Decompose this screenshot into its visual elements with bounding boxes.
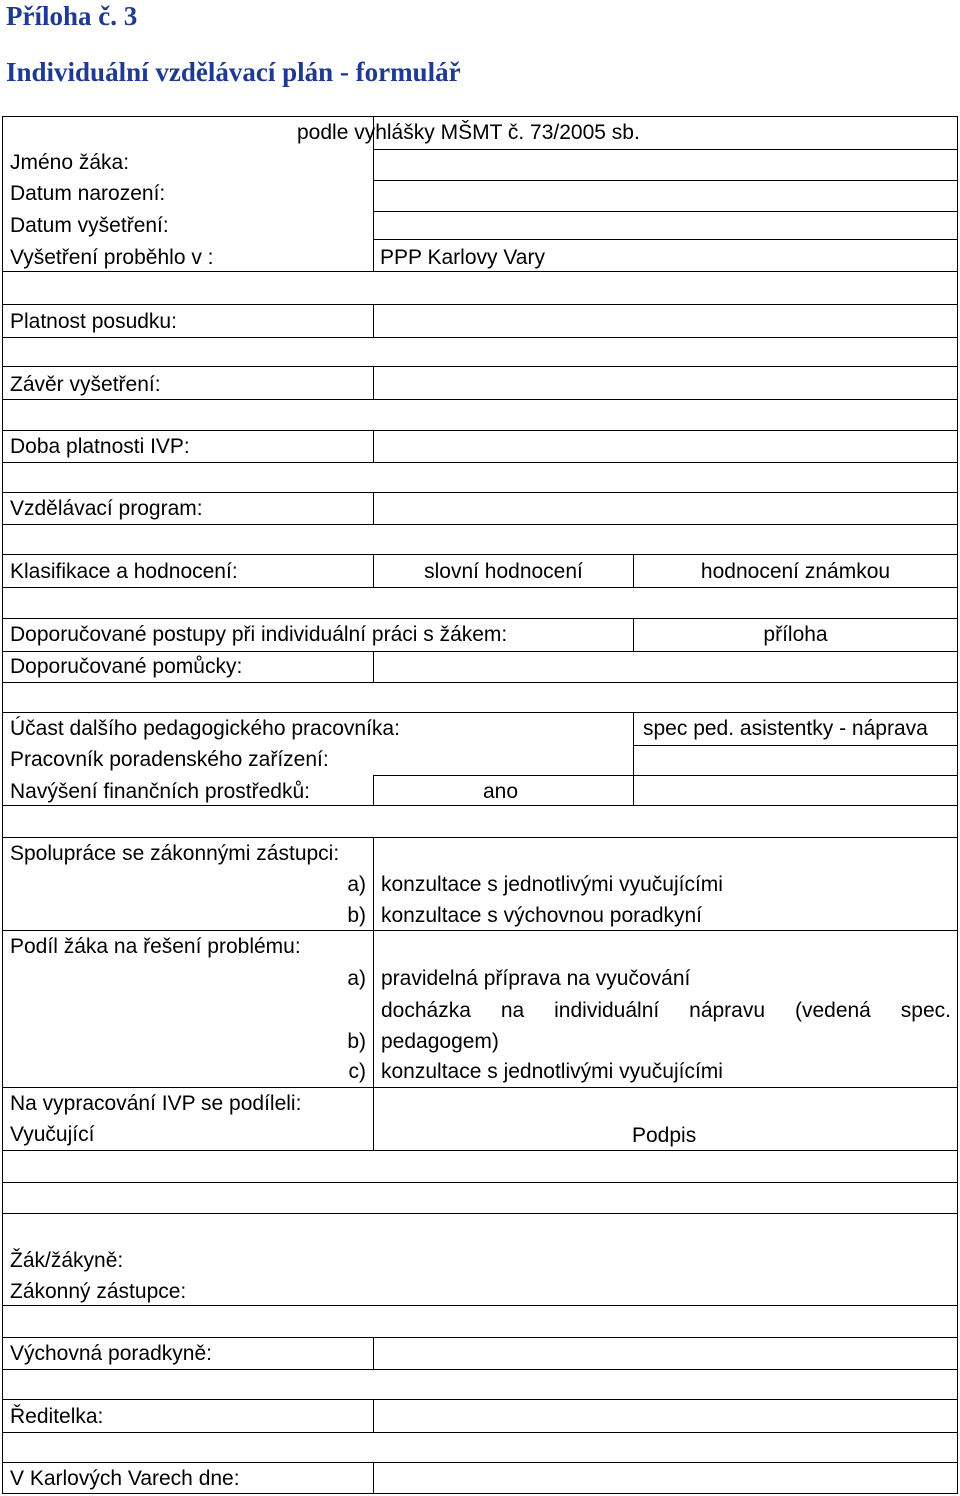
participants-label: Na vypracování IVP se podíleli: [10, 1092, 302, 1115]
ivp-validity-value-cell[interactable] [373, 430, 958, 463]
spacer-row [2, 462, 958, 493]
other-staff-label: Účast dalšího pedagogického pracovníka: [10, 717, 400, 740]
place-date-label: V Karlových Varech dne: [10, 1467, 240, 1490]
birth-date-label: Datum narození: [10, 182, 166, 205]
classification-label: Klasifikace a hodnocení: [10, 560, 238, 583]
coop-b-letter: b) [347, 904, 366, 927]
exam-place-value: PPP Karlovy Vary [380, 246, 545, 269]
edu-program-label: Vzdělávací program: [10, 497, 203, 520]
spacer-row [2, 399, 958, 431]
ivp-validity-label: Doba platnosti IVP: [10, 435, 190, 458]
teacher-signature-row[interactable] [2, 1182, 958, 1214]
coop-a-text: konzultace s jednotlivými vyučujícími [381, 873, 723, 896]
counselor-value-cell[interactable] [373, 1337, 958, 1370]
decree-text: podle vyhlášky MŠMT č. 73/2005 sb. [297, 121, 640, 144]
spacer-row [2, 682, 958, 713]
validity-report-label: Platnost posudku: [10, 310, 177, 333]
other-staff-value: spec ped. asistentky - náprava [643, 717, 928, 740]
guardian-sign-label: Zákonný zástupce: [10, 1280, 187, 1303]
cell-top-right-3 [373, 180, 958, 212]
document-title: Individuální vzdělávací plán - formulář [6, 57, 461, 87]
conclusion-label: Závěr vyšetření: [10, 373, 161, 396]
spacer-row [2, 1432, 958, 1463]
attachment-label: Příloha č. 3 [6, 1, 138, 31]
counsel-worker-label: Pracovník poradenského zařízení: [10, 748, 329, 771]
place-date-value-cell[interactable] [373, 1462, 958, 1494]
student-sign-label: Žák/žákyně: [10, 1249, 124, 1272]
edu-program-value-cell[interactable] [373, 492, 958, 525]
aids-value-cell[interactable] [373, 651, 958, 683]
headmistress-sign-label: Ředitelka: [10, 1405, 104, 1428]
signature-label: Podpis [632, 1124, 697, 1147]
cooperation-label: Spolupráce se zákonnými zástupci: [10, 842, 340, 865]
spacer-row [2, 587, 958, 619]
share-b-line2: pedagogem) [381, 1030, 499, 1053]
spacer-row [2, 1305, 958, 1338]
teacher-signature-row[interactable] [2, 1150, 958, 1183]
share-b-line1-text: docházka na individuální nápravu (vedená spec. [381, 999, 951, 1022]
spacer-row [2, 805, 958, 838]
exam-place-label: Vyšetření proběhlo v : [10, 246, 214, 269]
exam-date-label: Datum vyšetření: [10, 214, 169, 237]
share-c-text: konzultace s jednotlivými vyučujícími [381, 1060, 723, 1083]
validity-report-value-cell[interactable] [373, 304, 958, 338]
funding-label: Navýšení finančních prostředků: [10, 780, 310, 803]
ivp-form [2, 116, 958, 1494]
spacer-row [2, 337, 958, 367]
aids-label: Doporučované pomůcky: [10, 655, 243, 678]
share-a-letter: a) [347, 967, 366, 990]
funding-value: ano [483, 780, 519, 803]
share-c-letter: c) [348, 1060, 366, 1083]
conclusion-value-cell[interactable] [373, 366, 958, 400]
headmistress-value-cell[interactable] [373, 1399, 958, 1433]
spacer-row [2, 271, 958, 305]
funding-value-cell-empty [633, 775, 958, 806]
coop-a-letter: a) [347, 873, 366, 896]
share-b-letter: b) [347, 1030, 366, 1053]
share-b-line1 [381, 995, 951, 1026]
staff-value-cell-2 [633, 745, 958, 776]
procedures-value: příloha [763, 623, 828, 646]
counselor-sign-label: Výchovná poradkyně: [10, 1342, 212, 1365]
coop-b-text: konzultace s výchovnou poradkyní [381, 904, 703, 927]
share-a-text: pravidelná příprava na vyučování [381, 967, 691, 990]
cell-top-right-4 [373, 211, 958, 240]
classification-verbal: slovní hodnocení [424, 560, 583, 583]
spacer-row [2, 524, 958, 555]
student-name-label: Jméno žáka: [10, 151, 130, 174]
share-label: Podíl žáka na řešení problému: [10, 935, 301, 958]
spacer-row [2, 1369, 958, 1400]
cell-top-right-2 [373, 149, 958, 181]
procedures-label: Doporučované postupy při individuální práci s žákem: [10, 623, 508, 646]
classification-grade: hodnocení známkou [700, 560, 891, 583]
teacher-label: Vyučující [10, 1123, 95, 1146]
